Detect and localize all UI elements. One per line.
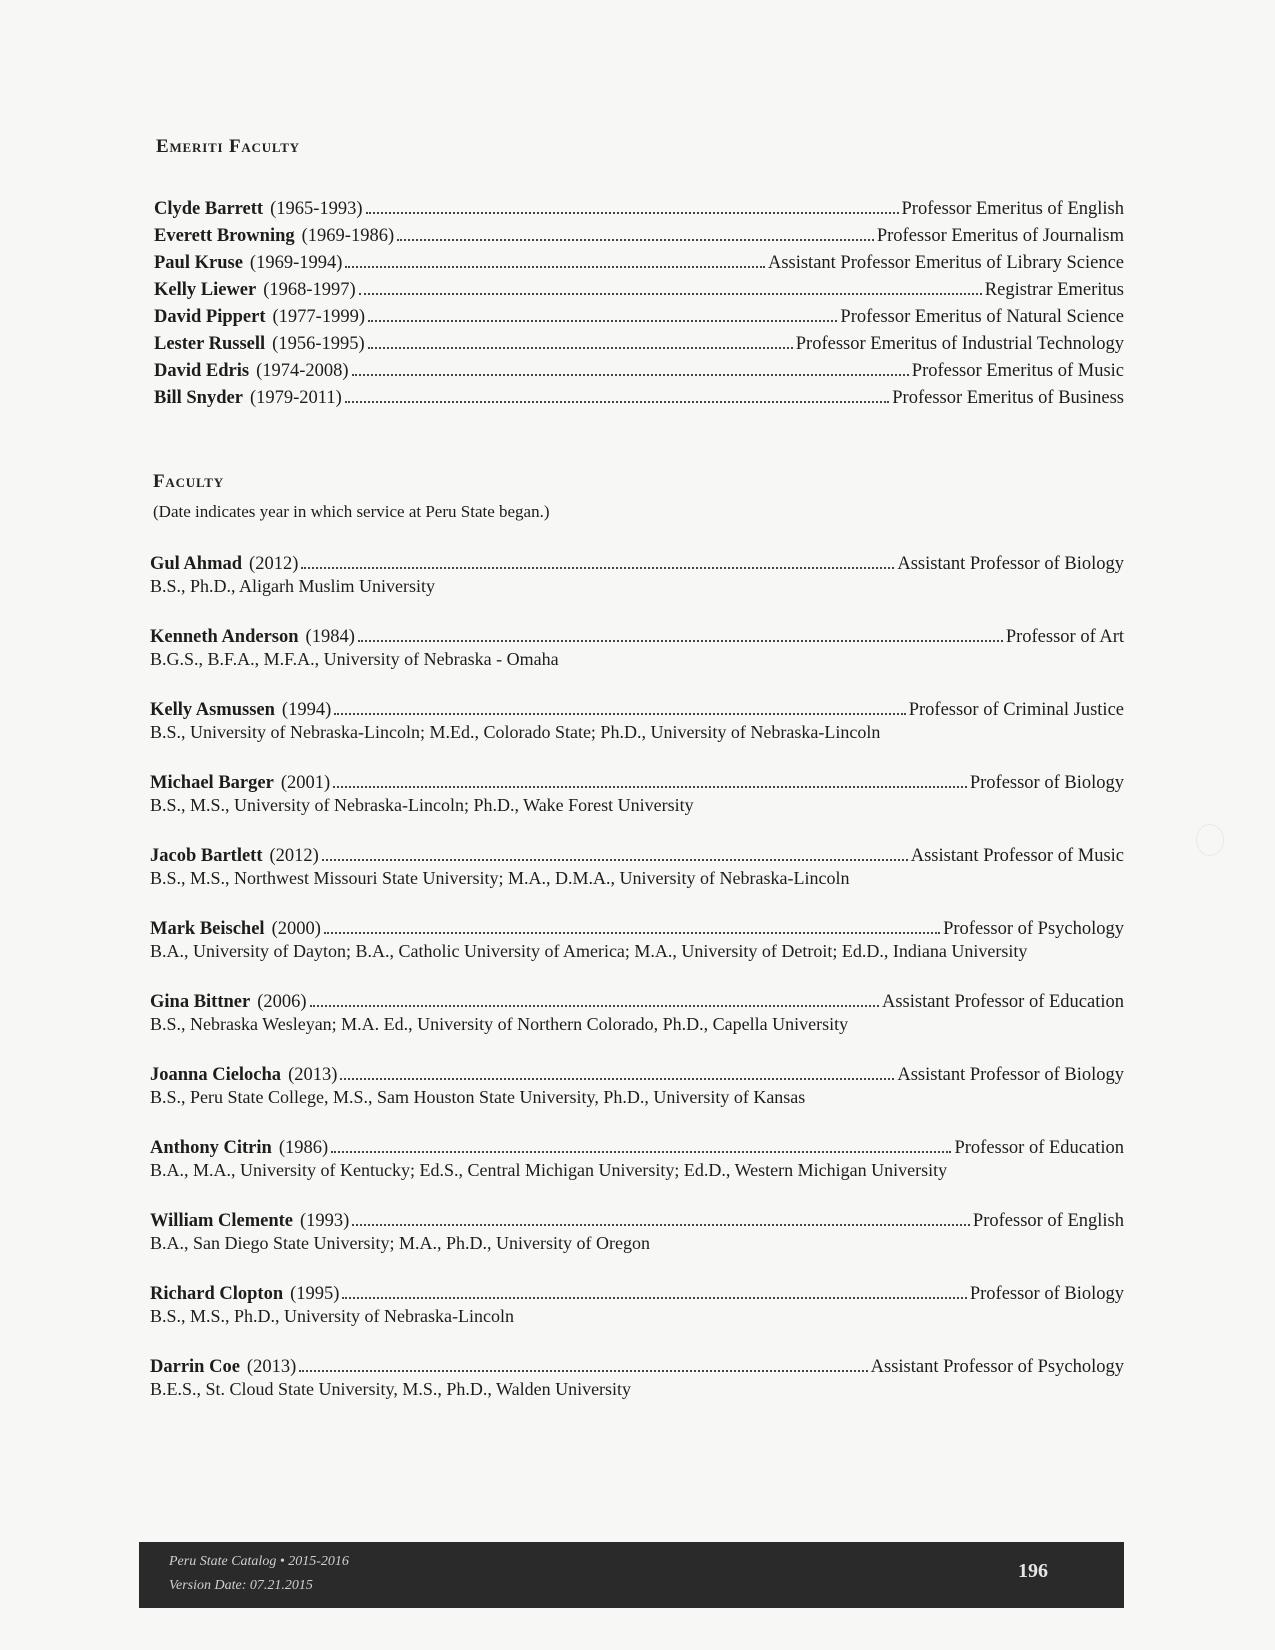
- dot-leader: [322, 859, 908, 861]
- service-years: (1969-1986): [301, 226, 395, 246]
- faculty-rank-title: Professor Emeritus of English: [901, 199, 1124, 219]
- dot-leader: [324, 932, 940, 934]
- emeriti-entry: [154, 304, 1124, 331]
- service-years: (1968-1997): [263, 280, 356, 300]
- faculty-name: David Edris: [154, 361, 250, 381]
- faculty-entry-line: [150, 625, 1124, 649]
- service-years: (2000): [271, 919, 321, 939]
- faculty-rank-title: Professor Emeritus of Industrial Technology: [795, 334, 1124, 354]
- faculty-rank-title: Assistant Professor of Music: [910, 846, 1124, 866]
- dot-leader: [342, 1297, 966, 1299]
- faculty-entry: [150, 552, 1124, 597]
- dot-leader: [331, 1151, 951, 1153]
- faculty-entry: [150, 625, 1124, 670]
- faculty-entry-line: [150, 698, 1124, 722]
- faculty-entry-line: [150, 917, 1124, 941]
- faculty-degrees: B.S., M.S., Northwest Missouri State University; M.A., D.M.A., University of Nebraska-Lincoln: [150, 868, 850, 888]
- faculty-entry: [150, 1136, 1124, 1181]
- faculty-name: William Clemente: [150, 1211, 294, 1231]
- dot-leader: [359, 293, 982, 295]
- faculty-rank-title: Professor of Criminal Justice: [908, 700, 1124, 720]
- faculty-rank-title: Professor of Psychology: [943, 919, 1124, 939]
- dot-leader: [345, 401, 890, 403]
- faculty-rank-title: Professor Emeritus of Business: [892, 388, 1124, 408]
- faculty-degrees: B.S., M.S., University of Nebraska-Lincoln; Ph.D., Wake Forest University: [150, 795, 694, 815]
- dot-leader: [345, 266, 765, 268]
- faculty-entry-line: [150, 1209, 1124, 1233]
- dot-leader: [310, 1005, 879, 1007]
- faculty-entry: [150, 1355, 1124, 1400]
- faculty-degrees: B.S., Peru State College, M.S., Sam Houston State University, Ph.D., University of Kansas: [150, 1087, 806, 1107]
- faculty-entry-line: [150, 990, 1124, 1014]
- faculty-degrees: B.G.S., B.F.A., M.F.A., University of Nebraska - Omaha: [150, 649, 559, 669]
- service-years: (2012): [269, 846, 319, 866]
- service-years: (1977-1999): [272, 307, 365, 327]
- emeriti-entry: [154, 358, 1124, 385]
- service-years: (1965-1993): [270, 199, 363, 219]
- faculty-name: Lester Russell: [154, 334, 266, 354]
- faculty-degrees: B.S., Nebraska Wesleyan; M.A. Ed., University of Northern Colorado, Ph.D., Capella University: [150, 1014, 849, 1034]
- dot-leader: [340, 1078, 894, 1080]
- dot-leader: [352, 374, 909, 376]
- faculty-name: Jacob Bartlett: [150, 846, 263, 866]
- faculty-degrees: B.S., University of Nebraska-Lincoln; M.Ed., Colorado State; Ph.D., University of Nebraska-Lincoln: [150, 722, 881, 742]
- faculty-entry: [150, 844, 1124, 889]
- dot-leader: [333, 786, 967, 788]
- faculty-date-note: (Date indicates year in which service at Peru State began.): [153, 502, 550, 521]
- faculty-name: Darrin Coe: [150, 1357, 240, 1377]
- faculty-entry: [150, 771, 1124, 816]
- faculty-name: Everett Browning: [154, 226, 295, 246]
- dot-leader: [397, 239, 874, 241]
- faculty-name: Clyde Barrett: [154, 199, 264, 219]
- scan-smudge: [1196, 824, 1224, 856]
- emeriti-entry: [154, 277, 1124, 304]
- faculty-rank-title: Professor Emeritus of Journalism: [876, 226, 1124, 246]
- service-years: (2012): [249, 554, 299, 574]
- faculty-entry: [150, 990, 1124, 1035]
- faculty-degrees: B.A., University of Dayton; B.A., Catholic University of America; M.A., University of Detroit; Ed.D., Indiana University: [150, 941, 1028, 961]
- faculty-rank-title: Professor of Education: [954, 1138, 1124, 1158]
- faculty-name: Bill Snyder: [154, 388, 243, 408]
- service-years: (1986): [278, 1138, 329, 1158]
- emeriti-entry: [154, 250, 1124, 277]
- faculty-rank-title: Assistant Professor of Education: [881, 992, 1124, 1012]
- faculty-rank-title: Assistant Professor Emeritus of Library Science: [767, 253, 1124, 273]
- dot-leader: [358, 640, 1003, 642]
- faculty-name: Kelly Liewer: [154, 280, 257, 300]
- faculty-entry-line: [150, 1355, 1124, 1379]
- service-years: (1984): [305, 627, 355, 647]
- service-years: (2001): [280, 773, 331, 793]
- faculty-name: Kenneth Anderson: [150, 627, 299, 647]
- faculty-entry: [150, 1282, 1124, 1327]
- dot-leader: [368, 347, 793, 349]
- faculty-rank-title: Professor Emeritus of Natural Science: [840, 307, 1124, 327]
- dot-leader: [366, 212, 899, 214]
- dot-leader: [301, 567, 894, 569]
- faculty-list: [150, 552, 1124, 1428]
- emeriti-entry: [154, 223, 1124, 250]
- emeriti-faculty-heading: Emeriti Faculty: [156, 136, 300, 157]
- faculty-entry-line: [150, 1282, 1124, 1306]
- faculty-rank-title: Assistant Professor of Biology: [897, 1065, 1124, 1085]
- faculty-entry: [150, 917, 1124, 962]
- faculty-name: Gina Bittner: [150, 992, 251, 1012]
- faculty-degrees: B.S., M.S., Ph.D., University of Nebraska-Lincoln: [150, 1306, 514, 1326]
- page-number: 196: [1018, 1560, 1048, 1582]
- emeriti-entry: [154, 196, 1124, 223]
- faculty-degrees: B.S., Ph.D., Aligarh Muslim University: [150, 576, 436, 596]
- faculty-rank-title: Professor of English: [972, 1211, 1124, 1231]
- service-years: (1956-1995): [272, 334, 365, 354]
- faculty-entry: [150, 698, 1124, 743]
- service-years: (1974-2008): [256, 361, 349, 381]
- dot-leader: [352, 1224, 970, 1226]
- emeriti-entry: [154, 385, 1124, 412]
- faculty-degrees: B.A., San Diego State University; M.A., Ph.D., University of Oregon: [150, 1233, 650, 1253]
- faculty-degrees: B.A., M.A., University of Kentucky; Ed.S., Central Michigan University; Ed.D., Western Michigan University: [150, 1160, 948, 1180]
- faculty-entry-line: [150, 844, 1124, 868]
- dot-leader: [368, 320, 837, 322]
- faculty-rank-title: Professor of Art: [1005, 627, 1124, 647]
- faculty-heading: Faculty: [153, 471, 224, 492]
- faculty-name: David Pippert: [154, 307, 266, 327]
- faculty-rank-title: Professor of Biology: [969, 1284, 1124, 1304]
- service-years: (1995): [290, 1284, 340, 1304]
- faculty-rank-title: Registrar Emeritus: [984, 280, 1124, 300]
- faculty-name: Richard Clopton: [150, 1284, 284, 1304]
- faculty-name: Paul Kruse: [154, 253, 243, 273]
- faculty-entry: [150, 1209, 1124, 1254]
- service-years: (2006): [257, 992, 307, 1012]
- service-years: (1994): [281, 700, 332, 720]
- faculty-rank-title: Professor Emeritus of Music: [911, 361, 1124, 381]
- dot-leader: [334, 713, 905, 715]
- faculty-rank-title: Assistant Professor of Biology: [897, 554, 1124, 574]
- faculty-name: Anthony Citrin: [150, 1138, 272, 1158]
- service-years: (1993): [300, 1211, 350, 1231]
- faculty-name: Joanna Cielocha: [150, 1065, 282, 1085]
- faculty-name: Mark Beischel: [150, 919, 265, 939]
- faculty-name: Kelly Asmussen: [150, 700, 275, 720]
- faculty-entry: [150, 1063, 1124, 1108]
- page-footer: [139, 1542, 1124, 1608]
- faculty-name: Gul Ahmad: [150, 554, 243, 574]
- emeriti-faculty-list: [154, 196, 1124, 412]
- faculty-degrees: B.E.S., St. Cloud State University, M.S., Ph.D., Walden University: [150, 1379, 632, 1399]
- service-years: (1979-2011): [249, 388, 342, 408]
- faculty-name: Michael Barger: [150, 773, 274, 793]
- footer-catalog-title: Peru State Catalog • 2015-2016: [169, 1554, 349, 1569]
- faculty-rank-title: Professor of Biology: [969, 773, 1124, 793]
- dot-leader: [299, 1370, 867, 1372]
- faculty-entry-line: [150, 1063, 1124, 1087]
- faculty-entry-line: [150, 1136, 1124, 1160]
- faculty-rank-title: Assistant Professor of Psychology: [870, 1357, 1124, 1377]
- service-years: (2013): [288, 1065, 338, 1085]
- service-years: (2013): [246, 1357, 297, 1377]
- faculty-entry-line: [150, 552, 1124, 576]
- footer-version-date: Version Date: 07.21.2015: [169, 1578, 313, 1593]
- faculty-entry-line: [150, 771, 1124, 795]
- emeriti-entry: [154, 331, 1124, 358]
- service-years: (1969-1994): [249, 253, 343, 273]
